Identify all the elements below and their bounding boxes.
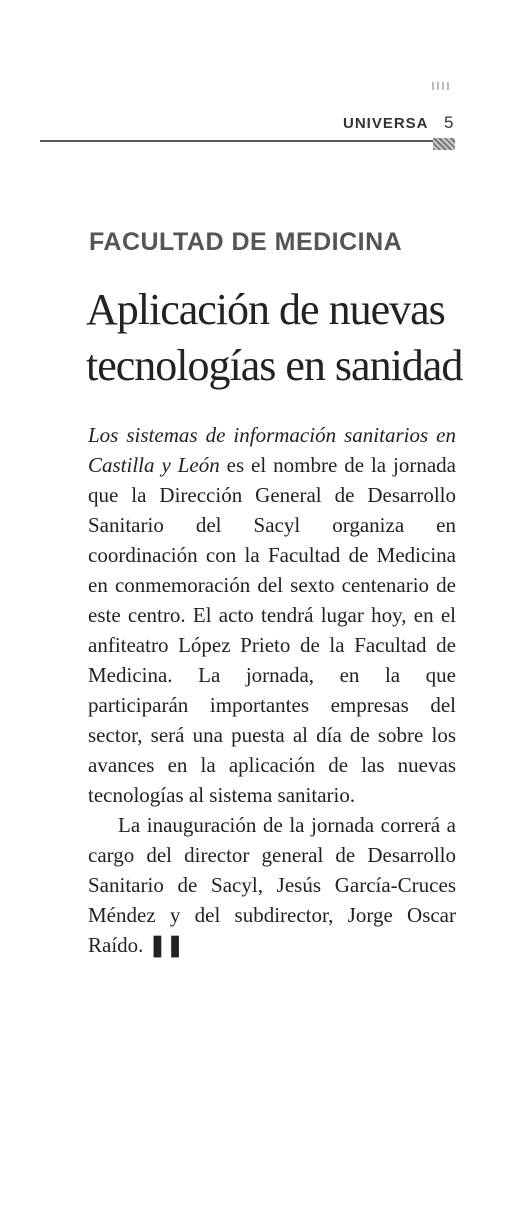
- print-speck: [432, 82, 452, 90]
- end-mark-icon: ❚❚: [148, 934, 184, 957]
- corner-mark: [433, 138, 455, 150]
- paragraph-1: [88, 420, 456, 810]
- article-headline: [86, 282, 486, 394]
- page-number: 5: [444, 113, 454, 132]
- section-name: UNIVERSA: [343, 115, 429, 132]
- headline-line-1: Aplicación de nuevas: [86, 285, 445, 334]
- event-title: Los sistemas de información sanitarios en Castilla y León: [88, 423, 456, 477]
- paragraph-2-text: La inauguración de la jornada correrá a cargo del director general de Desarrollo Sanitario de Sacyl, Jesús García-Cruces Méndez y del subdirector, Jorge Oscar Raído.: [88, 813, 456, 957]
- article-body: [88, 420, 456, 961]
- paragraph-2: [88, 810, 456, 961]
- headline-line-2: tecnologías en sanidad: [86, 341, 463, 390]
- article-kicker: FACULTAD DE MEDICINA: [89, 228, 403, 256]
- header-rule: [40, 140, 455, 142]
- paragraph-1-text: es el nombre de la jornada que la Dirección General de Desarrollo Sanitario del Sacyl organiza en coordinación con la Facultad de Medicina en conmemoración del sexto centenario de este centro. El acto tendrá lugar hoy, en el anfiteatro López Prieto de la Facultad de Medicina. La jornada, en la que participarán importantes empresas del sector, será una puesta al día de sobre los avances en la aplicación de las nuevas tecnologías al sistema sanitario.: [88, 453, 456, 807]
